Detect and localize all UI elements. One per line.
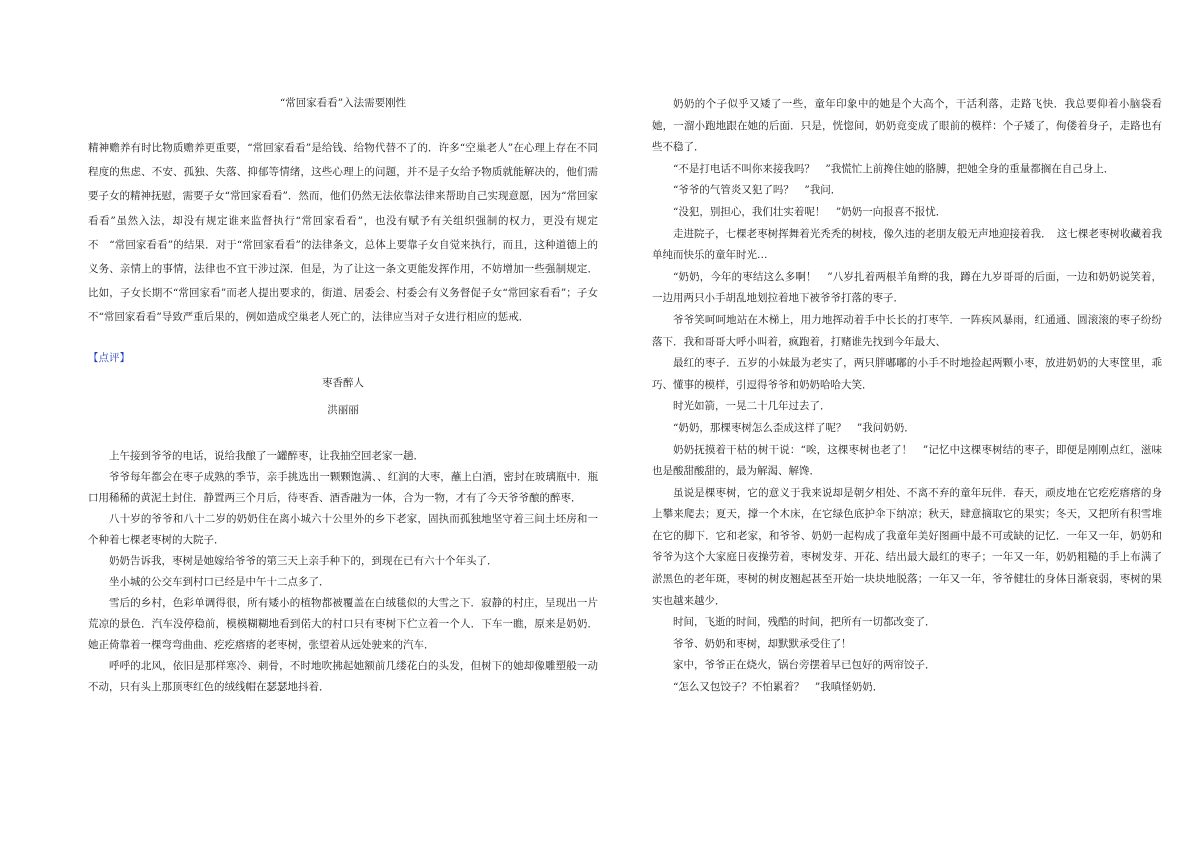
- story-paragraph: 爷爷每年都会在枣子成熟的季节，亲手挑选出一颗颗饱满、、红润的大枣，蘸上白酒，密封在玻璃瓶中．瓶口用稀稀的黄泥土封住．静置两三个月后，待枣香、酒香融为一体，合为一物，才有了今天爷爷酿的醉枣．: [88, 471, 598, 504]
- story-paragraph: “奶奶，今年的枣结这么多啊！ ”八岁扎着两根羊角辫的我，蹲在九岁哥哥的后面，一边和奶奶说笑着，一边用两只小手胡乱地划拉着地下被爷爷打落的枣子．: [652, 270, 1162, 305]
- story-paragraph: “奶奶，那棵枣树怎么歪成这样了呢？ ”我问奶奶．: [673, 421, 915, 434]
- story-paragraph: “没犯，别担心，我们壮实着呢！ ”奶奶一向报喜不报忧．: [673, 205, 947, 218]
- story-paragraph: 爷爷笑呵呵地站在木梯上，用力地挥动着手中长长的打枣竿．一阵疾风暴雨，红通通、圆滚滚的枣子纷纷落下．我和哥哥大呼小叫着，疯跑着，打赌谁先找到今年最大、: [652, 313, 1162, 348]
- comment-label: 【点评】: [88, 352, 130, 364]
- story-paragraph: 时光如箭，一晃二十几年过去了．: [673, 400, 831, 413]
- story-paragraph: 奶奶的个子似乎又矮了一些，童年印象中的她是个大高个，干活利落，走路飞快．我总要仰着小脑袋看她，一溜小跑地跟在她的后面．只是，恍惚间，奶奶竟变成了眼前的模样：个子矮了，佝偻着身子，走路也有些不稳了．: [652, 98, 1162, 154]
- article-title: “常回家看看”入法需要刚性: [279, 97, 407, 109]
- story-paragraph: “怎么又包饺子？不怕累着？ ”我嗔怪奶奶．: [673, 681, 884, 694]
- story-paragraph: 虽说是棵枣树，它的意义于我来说却是朝夕相处、不离不弃的童年玩伴．春天，顽皮地在它疙疙瘩瘩的身上攀来爬去；夏天，撑一个木床，在它绿色底护伞下纳凉；秋天，肆意摘取它的果实；冬天，又把所有积雪堆在它的脚下．它和老家，和爷爷、奶奶一起构成了我童年美好图画中最不可或缺的记忆．一年又一年，奶奶和爷爷为这个大家庭日夜操劳着，枣树发芽、开花、结出最大最红的枣子；一年又一年，奶奶粗糙的手上布满了淤黑色的老年斑，枣树的树皮翘起甚至开始一块块地脱落；一年又一年，爷爷健壮的身体日渐衰弱，枣树的果实也越来越少．: [652, 486, 1162, 607]
- story-continued: [652, 94, 1162, 699]
- story-paragraph: 上午接到爷爷的电话，说给我酿了一罐醉枣，让我抽空回老家一趟．: [109, 450, 424, 462]
- story-paragraph: 奶奶抚摸着干枯的树干说：“唉，这棵枣树也老了！ ”记忆中这棵枣树结的枣子，即便是刚刚点红，滋味也是酸甜酸甜的，最为解渴、解馋．: [652, 443, 1162, 478]
- story-paragraph: “不是打电话不叫你来接我吗？ ”我慌忙上前搀住她的胳膊，把她全身的重量都搁在自己身上．: [673, 162, 1115, 175]
- story-paragraph: 雪后的乡村，色彩单调得很，所有矮小的植物都被覆盖在白绒毯似的大雪之下．寂静的村庄，呈现出一片荒凉的景色．汽车没停稳前，模模糊糊地看到偌大的村口只有枣树下伫立着一个人．下车一瞧，原来是奶奶．她正倚靠着一棵弯弯曲曲、疙疙瘩瘩的老枣树，张望着从远处驶来的汽车．: [88, 597, 598, 651]
- story-paragraph: 奶奶告诉我，枣树是她嫁给爷爷的第三天上亲手种下的，到现在已有六十个年头了．: [109, 555, 498, 567]
- story-paragraph: 家中，爷爷正在烧火，锅台旁摆着早已包好的两帘饺子．: [673, 659, 936, 672]
- lead-paragraph: 精神赡养有时比物质赡养更重要，“常回家看看”是给钱、给物代替不了的．许多“空巢老人”在心理上存在不同程度的焦虑、不安、孤独、失落、抑郁等情绪，这些心理上的问题，并不是子女给予物质就能解决的，他们需要子女的精神抚慰，需要子女“常回家看看”．然而，他们仍然无法依靠法律来帮助自己实现意愿，因为“常回家看看”虽然入法，却没有规定谁来监督执行“常回家看看”，也没有赋予有关组织强制的权力，更没有规定不 “常回家看看”的结果．对于“常回家看看”的法律条文，总体上要靠子女自觉来执行，而且，这种道德上的义务、亲情上的事情，法律也不宜干涉过深．但是，为了让这一条文更能发挥作用，不妨增加一些强制规定．比如，子女长期不“常回家看”而老人提出要求的，街道、居委会、村委会有义务督促子女“常回家看看”；子女不“常回家看看”导致严重后果的，例如造成空巢老人死亡的，法律应当对子女进行相应的惩戒．: [88, 142, 598, 324]
- story-title: 枣香醉人: [322, 377, 364, 389]
- story-paragraph: 时间，飞逝的时间，残酷的时间，把所有一切都改变了．: [673, 616, 936, 629]
- story-paragraph: 坐小城的公交车到村口已经是中午十二点多了．: [109, 576, 330, 588]
- story-paragraph: “爷爷的气管炎又犯了吗？ ”我问．: [673, 184, 842, 197]
- story-paragraph: 八十岁的爷爷和八十二岁的奶奶住在离小城六十公里外的乡下老家，固执而孤独地坚守着三间土坯房和一个种着七棵老枣树的大院子．: [88, 513, 598, 546]
- story-body: [88, 446, 598, 698]
- story-paragraph: 爷爷、奶奶和枣树，却默默承受住了！: [673, 637, 852, 650]
- story-paragraph: 走进院子，七棵老枣树挥舞着光秃秃的树枝，像久违的老朋友般无声地迎接着我． 这七棵老枣树收藏着我单纯而快乐的童年时光…: [652, 227, 1162, 262]
- story-author: 洪丽丽: [327, 404, 359, 416]
- story-paragraph: 呼呼的北风，依旧是那样寒冷、刺骨，不时地吹拂起她额前几缕花白的头发，但树下的她却像雕塑般一动不动，只有头上那顶枣红色的绒线帽在瑟瑟地抖着．: [88, 660, 598, 693]
- story-paragraph: 最红的枣子．五岁的小妹最为老实了，两只胖嘟嘟的小手不时地捡起两颗小枣，放进奶奶的大枣筐里，乖巧、懂事的模样，引逗得爷爷和奶奶哈哈大笑．: [652, 357, 1162, 391]
